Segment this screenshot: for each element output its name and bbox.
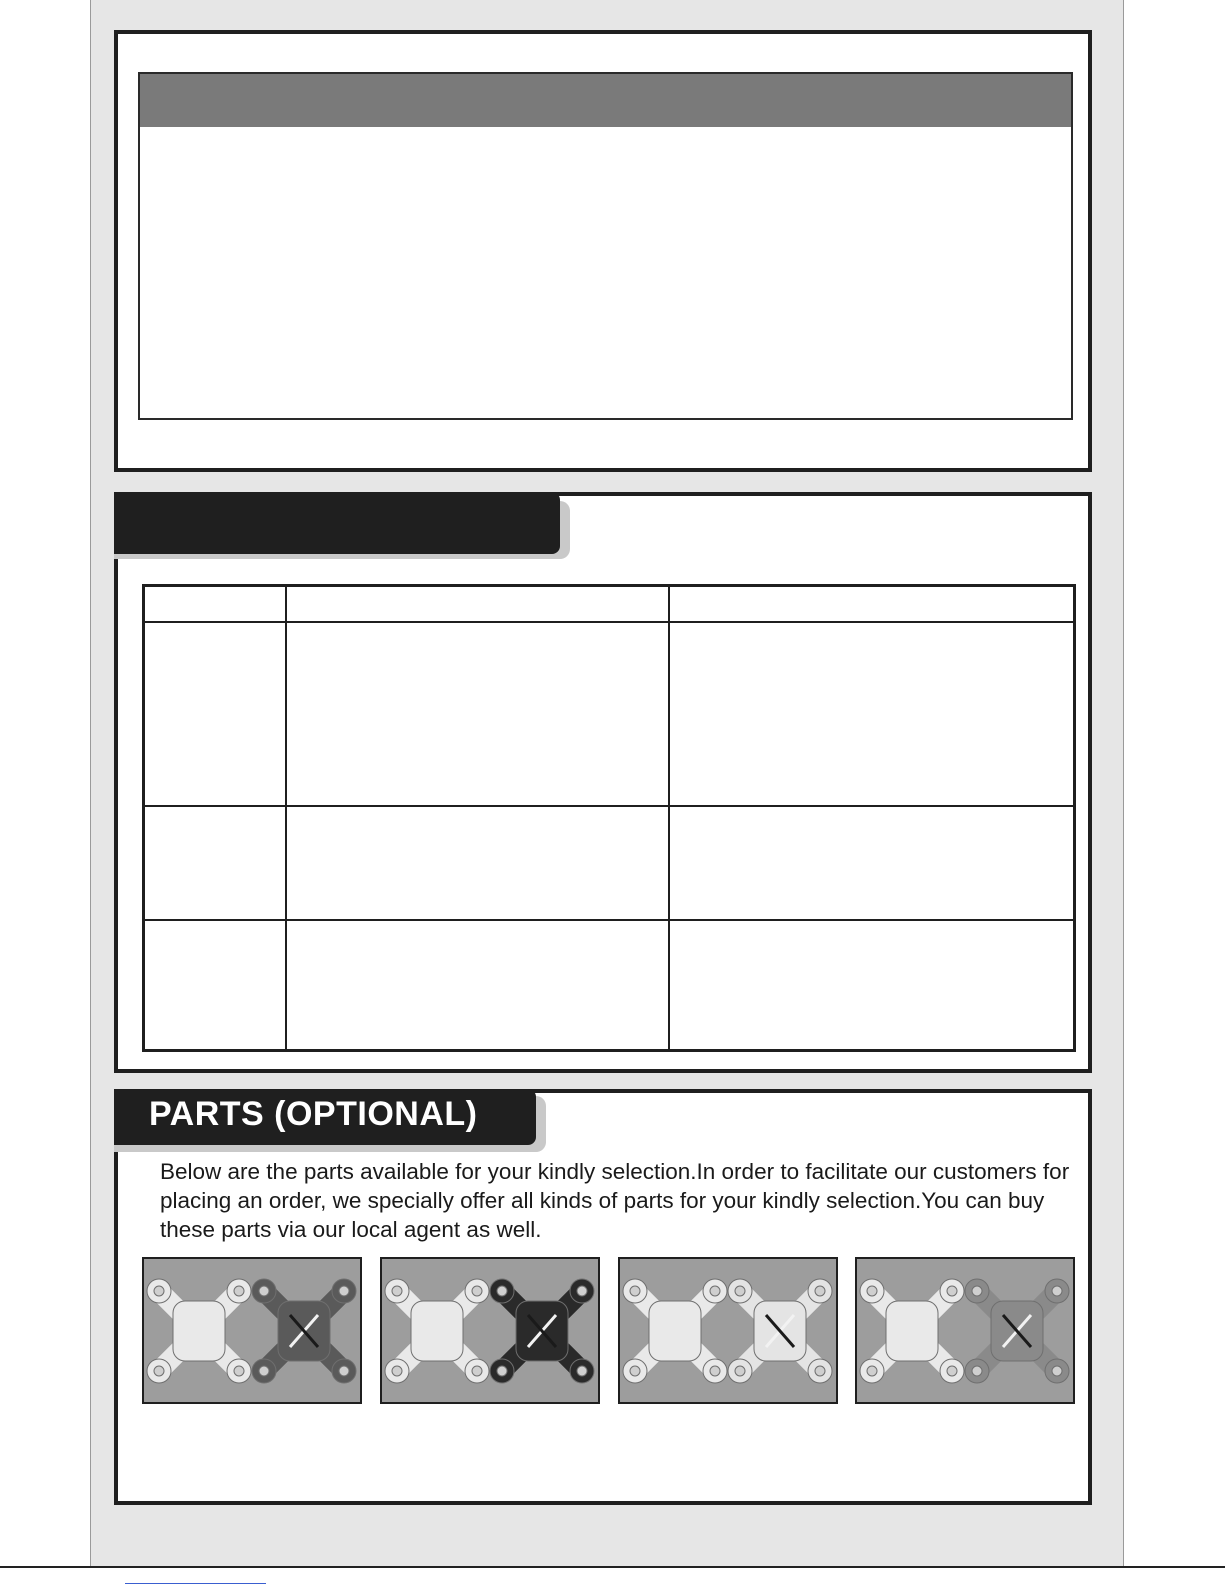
table-column-divider [285, 587, 287, 1049]
table-row-divider [145, 805, 1073, 807]
section-tab [114, 492, 560, 554]
note-panel [114, 30, 1092, 472]
top-shell-icon [252, 1279, 356, 1383]
table-column-divider [668, 587, 670, 1049]
part-image-1[interactable] [142, 1257, 362, 1404]
note-header-bar [140, 74, 1071, 127]
table-panel [114, 492, 1092, 1073]
top-shell-icon [965, 1279, 1069, 1383]
bottom-shell-icon [385, 1279, 489, 1383]
page-bottom-line [0, 1566, 1225, 1568]
parts-panel [114, 1089, 1092, 1505]
table-header-row-divider [145, 621, 1073, 623]
bottom-shell-icon [147, 1279, 251, 1383]
top-shell-icon [728, 1279, 832, 1383]
part-image-3[interactable] [618, 1257, 838, 1404]
table-row-divider [145, 919, 1073, 921]
note-box [138, 72, 1073, 420]
footer-link-underline[interactable] [125, 1583, 266, 1584]
parts-title: PARTS (OPTIONAL) [149, 1095, 478, 1133]
troubleshooting-table [142, 584, 1076, 1052]
top-shell-icon [490, 1279, 594, 1383]
part-image-2[interactable] [380, 1257, 600, 1404]
bottom-shell-icon [623, 1279, 727, 1383]
part-image-4[interactable] [855, 1257, 1075, 1404]
parts-description: Below are the parts available for your kindly selection.In order to facilitate our customers for placing an order, we specially offer all kinds of parts for your kindly selection.You can buy these parts via our local agent as well. [160, 1159, 1070, 1242]
parts-tab [114, 1089, 536, 1145]
bottom-shell-icon [860, 1279, 964, 1383]
